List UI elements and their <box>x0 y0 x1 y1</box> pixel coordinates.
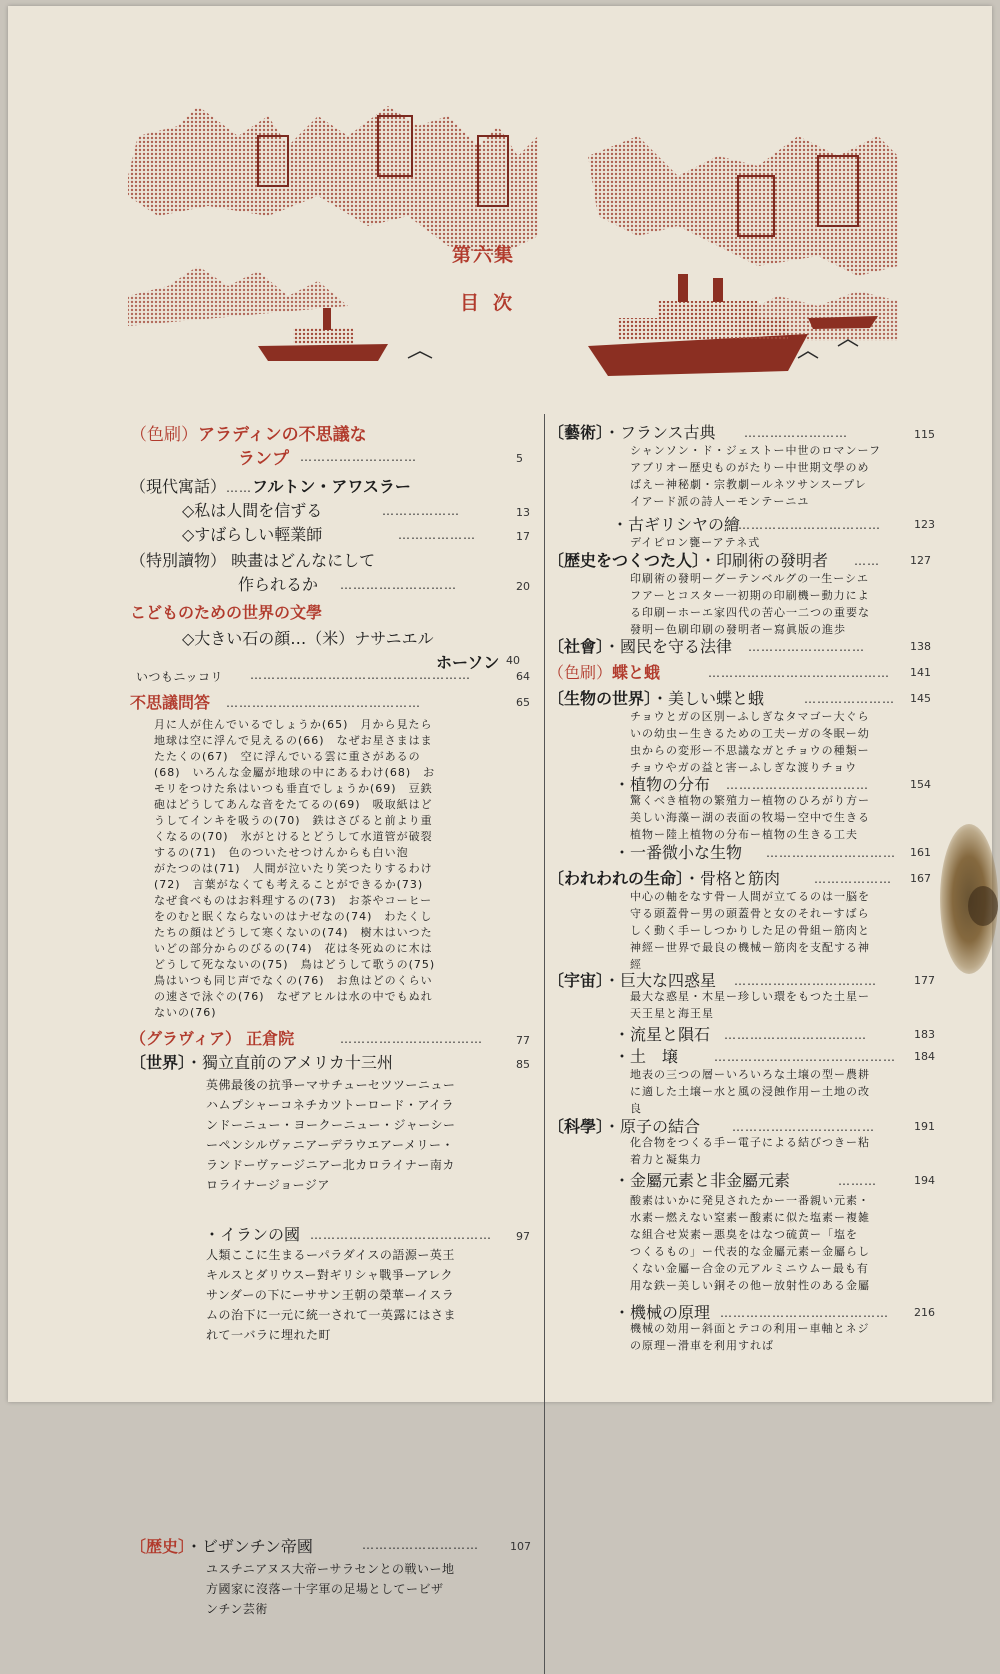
toc-entry-butterflies-color[interactable] <box>548 660 660 683</box>
toc-entry-plants[interactable]: ・植物の分布 <box>614 775 711 794</box>
page-number: 184 <box>914 1050 935 1063</box>
toc-entry-aladdin[interactable] <box>130 420 367 445</box>
leader-dots: …………………………………… <box>714 1050 896 1064</box>
toc-entry-soil[interactable]: ・土 壌 <box>614 1047 679 1066</box>
description-line: アブリオー歴史ものがたりー中世期文學のめ <box>630 461 870 474</box>
description-line: ばえー神秘劇・宗教劇ールネツサンスープレ <box>630 478 867 491</box>
water-stain <box>968 886 998 926</box>
page-number: 216 <box>914 1306 935 1319</box>
description-line: くない金屬ー合金の元アルミニウムー最も有 <box>630 1262 869 1275</box>
page-number: 97 <box>516 1230 530 1243</box>
entry-title-cont: ランプ <box>238 449 289 469</box>
entry-tag: 〔生物の世界〕 <box>548 689 653 708</box>
leader-dots: …………………………… <box>726 778 869 792</box>
description-line: 中心の軸をなす骨ー人間が立てるのは一脳を <box>630 890 870 903</box>
description-line: フアーとコスター一初期の印刷機ー動力によ <box>630 589 870 602</box>
description-line: ロライナージョージア <box>206 1178 330 1192</box>
description-line: (68) いろんな金屬が地球の中にあるわけ(68) お <box>154 766 436 779</box>
page-number: 191 <box>914 1120 935 1133</box>
toc-entry-skeleton[interactable] <box>548 866 780 889</box>
description-line: 人類ここに生まるーパラダイスの語源ー英王 <box>206 1248 455 1262</box>
leader-dots: ……………… <box>814 872 892 886</box>
page-number: 127 <box>910 554 931 567</box>
toc-sub-entry[interactable]: ◇すばらしい輕業師 <box>182 525 323 544</box>
description-line: 酸素はいかに発見されたかー一番親い元素・ <box>630 1194 870 1207</box>
toc-left-column <box>130 420 530 1660</box>
page-number: 145 <box>910 692 931 705</box>
description-line: 美しい海藻ー湖の表面の牧場ー空中で生きる <box>630 811 870 824</box>
description-line: 方國家に沒落ー十字軍の足場としてービザ <box>206 1582 444 1596</box>
leader-dots: …………………………… <box>734 974 877 988</box>
description-line: 守る頭蓋骨ー男の頭蓋骨と女のそれーすばら <box>630 907 870 920</box>
description-line: ないの(76) <box>154 1006 217 1019</box>
entry-tag: 〔歴史〕 <box>130 1537 187 1556</box>
page-number: 115 <box>914 428 935 441</box>
toc-entry-elements[interactable]: ・金屬元素と非金屬元素 <box>614 1171 791 1190</box>
entry-title: ・ビザンチン帝國 <box>186 1537 313 1556</box>
description-line: をのむと眠くならないのはナゼなの(74) わたくし <box>154 910 433 923</box>
volume-number: 第六集 <box>452 244 516 266</box>
entry-title-cont: ホーソン <box>436 653 500 672</box>
toc-entry-law[interactable] <box>548 634 732 657</box>
entry-title: ・フランス古典 <box>604 423 716 442</box>
page-number: 138 <box>910 640 931 653</box>
description-line: ーペンシルヴァニアーデラウエアーメリー・ <box>206 1138 454 1152</box>
page-number: 20 <box>516 580 530 593</box>
description-line: る印刷ーホーエ家四代の苦心一二つの重要な <box>630 606 870 619</box>
leader-dots: ……………… <box>398 528 476 542</box>
description-line: うしてインキを吸うの(70) 鉄はさびると前より重 <box>154 814 433 827</box>
page-number: 85 <box>516 1058 530 1071</box>
description-line: ユスチニアヌス大帝ーサラセンとの戦いー地 <box>206 1562 455 1576</box>
leader-dots: …… <box>854 554 880 568</box>
description-line: サンダーの下にーササン王朝の榮華ーイスラ <box>206 1288 455 1302</box>
entry-tag: 〔世界〕 <box>130 1053 187 1072</box>
page-number: 5 <box>516 452 523 465</box>
description-line: れて一バラに埋れた町 <box>206 1328 332 1342</box>
leader-dots: ……………………………………… <box>226 696 421 710</box>
description-line: 最大な惑星・木星ー珍しい環をもつた土星ー <box>630 990 870 1003</box>
entry-title: 蝶と蛾 <box>612 663 661 682</box>
toc-entry-greek-art[interactable]: ・古ギリシヤの繪 <box>612 515 741 534</box>
entry-tag: （グラヴィア） <box>130 1029 242 1048</box>
toc-sub-entry[interactable]: ◇大きい石の顔…（米）ナサニエル <box>182 629 434 648</box>
description-line: 砲はどうしてあんな音をたてるの(69) 吸取紙はど <box>154 798 433 811</box>
description-line: の速さで泳ぐの(76) なぜアヒルは水の中でもぬれ <box>154 990 433 1003</box>
section-heading-literature: こどものための世界の文學 <box>130 603 323 622</box>
toc-entry-meteors[interactable]: ・流星と隕石 <box>614 1025 711 1044</box>
description-line: 用な鉄ー美しい銅その他ー放射性のある金屬 <box>630 1279 870 1292</box>
leader-dots: ………………………… <box>766 846 896 860</box>
entry-title: ・美しい蝶と蛾 <box>652 689 765 708</box>
leader-dots: …………………………… <box>738 518 881 532</box>
page-number: 77 <box>516 1034 530 1047</box>
page-number: 65 <box>516 696 530 709</box>
description-line: 經 <box>630 958 642 971</box>
page-number: 107 <box>510 1540 531 1553</box>
description-line: いどの部分からのびるの(74) 花は冬死ぬのに木は <box>154 942 433 955</box>
description-line: キルスとダリウスー對ギリシャ戰爭ーアレク <box>206 1268 454 1282</box>
description-line: 水素ー燃えない窒素ー酸素に似た塩素ー複雑 <box>630 1211 870 1224</box>
description-line: がたつのは(71) 人間が泣いたり笑つたりするわけ <box>154 862 433 875</box>
page-number: 167 <box>910 872 931 885</box>
entry-tag: 〔われわれの生命〕 <box>548 869 685 888</box>
description-line: 月に人が住んでいるでしょうか(65) 月から見たら <box>154 718 433 731</box>
entry-title: ・原子の結合 <box>604 1117 701 1136</box>
magazine-page <box>8 6 992 1616</box>
description-line: ランドーヴァージニアー北カロライナー南カ <box>206 1158 455 1172</box>
description-line: 鳥はいつも同じ声でなくの(76) お魚はどのくらい <box>154 974 433 987</box>
toc-right-column <box>548 420 938 1660</box>
entry-title: アラディンの不思議な <box>198 425 367 445</box>
entry-author: フルトン・アワスラー <box>252 477 411 496</box>
description-line: くなるの(70) 氷がとけるとどうして水道管が破裂 <box>154 830 433 843</box>
leader-dots: ……………… <box>382 504 460 518</box>
leader-dots: ……………………… <box>340 578 457 592</box>
entry-title: ・印刷術の發明者 <box>700 551 829 570</box>
description-line: するの(71) 色のついたせつけんからも白い泡 <box>154 846 409 859</box>
page-number: 177 <box>914 974 935 987</box>
entry-tag: （現代寓話） <box>130 477 227 496</box>
toc-entry-machines[interactable]: ・機械の原理 <box>614 1303 711 1322</box>
description-line: なぜ食べものはお料理するの(73) お茶やコーヒー <box>154 894 433 907</box>
leader-dots: …………………… <box>744 426 848 440</box>
description-line: 良 <box>630 1102 642 1115</box>
page-number: 123 <box>914 518 935 531</box>
description-line: チョウやガの益と害ーふしぎな渡りチョウ <box>630 761 858 774</box>
leader-dots: …………………………… <box>732 1120 875 1134</box>
entry-tag: 〔社會〕 <box>548 637 605 656</box>
description-line: ムの治下に一元に統一されて一英露にはさま <box>206 1308 457 1322</box>
toc-entry-french-classics[interactable] <box>548 420 716 443</box>
description-line: 着力と凝集力 <box>630 1153 702 1166</box>
page-number: 141 <box>910 666 931 679</box>
description-line: しく動く手ーしつかりした足の骨組ー筋肉と <box>630 924 870 937</box>
description-line: ハムプシャーコネチカツトーロード・アイラ <box>206 1098 454 1112</box>
description-line: 機械の効用ー斜面とテコの利用ー車軸とネジ <box>630 1322 870 1335</box>
description-line: 神經ー世界で最良の機械ー筋肉を支配する神 <box>630 941 870 954</box>
description-line: シャンソン・ド・ジェストー中世のロマンーフ <box>630 444 882 457</box>
entry-tag: （色刷） <box>548 663 613 682</box>
entry-title: 映畫はどんなにして <box>231 551 376 570</box>
page-number: 161 <box>910 846 931 859</box>
page-number: 194 <box>914 1174 935 1187</box>
toc-entry-printing[interactable] <box>548 548 828 571</box>
description-line: 英佛最後の抗爭ーマサチューセツツーニュー <box>206 1078 456 1092</box>
toc-entry-butterflies[interactable] <box>548 686 764 709</box>
toc-entry-smile[interactable]: いつもニッコリ <box>136 670 224 684</box>
toc-entry-america[interactable] <box>130 1050 393 1073</box>
description-line: 印刷術の發明ーグーテンベルグの一生ーシエ <box>630 572 870 585</box>
description-line: 地球は空に浮んで見えるの(66) なぜお星さまはま <box>154 734 433 747</box>
entry-title: ・國民を守る法律 <box>604 637 733 656</box>
leader-dots: ……… <box>838 1174 877 1188</box>
leader-dots: ……………………… <box>300 450 417 464</box>
leader-dots: …………………………… <box>340 1032 483 1046</box>
description-line: チョウとガの区別ーふしぎなタマゴー大ぐら <box>630 710 870 723</box>
description-line: いの幼虫ー生きるための工夫ーガの冬眠ー幼 <box>630 727 870 740</box>
toc-entry-fulton[interactable]: （現代寓話）……フルトン・アワスラー <box>130 477 411 496</box>
entry-tag: 〔歴史をつくつた人〕 <box>548 551 701 570</box>
description-line: に適した土壌ー水と風の浸蝕作用ー土地の改 <box>630 1085 870 1098</box>
greek-art-description: デイピロン甕ーアテネ式 <box>630 536 761 549</box>
entry-title: ・巨大な四惑星 <box>604 971 717 990</box>
entry-title: 正倉院 <box>246 1029 295 1048</box>
leader-dots: …………………………………… <box>310 1228 492 1242</box>
entry-tag: （色刷） <box>130 425 198 445</box>
leader-dots: ………………………………… <box>720 1306 889 1320</box>
entry-tag: 〔科學〕 <box>548 1117 605 1136</box>
toc-heading: 目次 <box>460 292 527 314</box>
description-line: 發明ー色刷印刷の發明者ー寫眞版の進歩 <box>630 623 846 636</box>
toc-entry-movies[interactable] <box>130 548 375 571</box>
description-line: な組合せ炭素ー悪臭をはなつ硫黄ー「塩を <box>630 1228 858 1241</box>
description-line: の原理ー滑車を利用すれば <box>630 1339 774 1352</box>
toc-entry-byzantine[interactable] <box>130 1534 313 1557</box>
description-line: たたくの(67) 空に浮んでいる雲に重さがあるの <box>154 750 421 763</box>
entry-tag: 〔宇宙〕 <box>548 971 605 990</box>
description-line: 地表の三つの層ーいろいろな土壌の型ー農耕 <box>630 1068 870 1081</box>
leader-dots: ……………………… <box>748 640 865 654</box>
description-line: 虫からの変形ー不思議なガとチョウの種類ー <box>630 744 870 757</box>
description-line: 化合物をつくる手ー電子による結びつきー粘 <box>630 1136 870 1149</box>
page-number: 154 <box>910 778 931 791</box>
toc-entry-microorganism[interactable]: ・一番微小な生物 <box>614 843 743 862</box>
toc-entry-iran[interactable]: ・イランの國 <box>204 1225 301 1244</box>
leader-dots: …………………………… <box>724 1028 867 1042</box>
leader-dots: ………………… <box>804 692 895 706</box>
description-line: 驚くべき植物の繁殖力ー植物のひろがり方ー <box>630 794 870 807</box>
column-divider <box>544 414 545 1674</box>
description-line: つくるもの」ー代表的な金屬元素ー金屬らし <box>630 1245 870 1258</box>
page-number: 40 <box>506 654 520 667</box>
leader-dots: ……………………… <box>362 1538 479 1552</box>
description-line: 植物ー陸上植物の分布ー植物の生きる工夫 <box>630 828 858 841</box>
description-line: イアード派の詩人ーモンテーニユ <box>630 495 810 508</box>
entry-title: ・骨格と筋肉 <box>684 869 781 888</box>
page-number: 64 <box>516 670 530 683</box>
entry-title-cont: 作られるか <box>238 575 319 594</box>
page-number: 17 <box>516 530 530 543</box>
page-number: 183 <box>914 1028 935 1041</box>
leader-dots: …………………………………………… <box>250 668 471 682</box>
description-line: (72) 言葉がなくても考えることができるか(73) <box>154 878 424 891</box>
section-heading-qa: 不思議問答 <box>130 693 211 712</box>
description-line: モリをつけた糸はいつも垂直でしょうか(69) 豆鉄 <box>154 782 433 795</box>
toc-sub-entry[interactable]: ◇私は人間を信ずる <box>182 501 323 520</box>
description-line: どうして死なないの(75) 鳥はどうして歌うの(75) <box>154 958 436 971</box>
entry-tag: 〔藝術〕 <box>548 423 605 442</box>
toc-entry-shosoin[interactable] <box>130 1026 294 1049</box>
entry-tag: （特別讀物） <box>130 551 227 570</box>
description-line: ンドーニュー・ヨークーニュー・ジャーシー <box>206 1118 456 1132</box>
description-line: 天王星と海王星 <box>630 1007 714 1020</box>
page-number: 13 <box>516 506 530 519</box>
description-line: たちの顔はどうして寒くないの(74) 樹木はいつた <box>154 926 433 939</box>
leader-dots: …………………………………… <box>708 666 890 680</box>
entry-title: ・獨立直前のアメリカ十三州 <box>186 1053 393 1072</box>
description-line: ンチン芸術 <box>206 1602 268 1616</box>
